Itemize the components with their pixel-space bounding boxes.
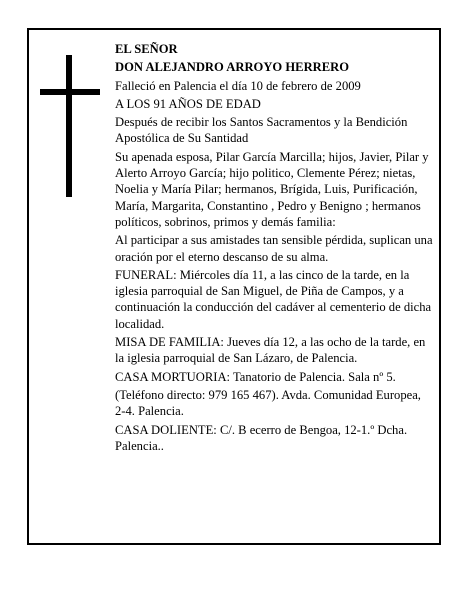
family-list: Su apenada esposa, Pilar García Marcilla; hijos, Javier, Pilar y Alerto Arroyo García; hijo politico, Clemente Pérez; nietas, Noelia y María Pilar; hermanos, Brígida, Luis, Purificación, María, Margarita, Constantino , Pedro y Benigno ; hermanos políticos, sobrinos, primos y demás familia: — [115, 149, 429, 229]
phone-address-info: (Teléfono directo: 979 165 467). Avda. Comunidad Europea, 2-4. Palencia. — [115, 387, 421, 419]
age-at-death: A LOS 91 AÑOS DE EDAD — [115, 96, 261, 111]
obituary-text — [115, 41, 433, 456]
prayer-request: Al participar a sus amistades tan sensible pérdida, suplican una oración por el eterno descanso de su alma. — [115, 233, 433, 264]
obituary-card — [27, 28, 441, 545]
death-date: Falleció en Palencia el día 10 de febrero de 2009 — [115, 78, 361, 93]
family-mass-info: MISA DE FAMILIA: Jueves día 12, a las ocho de la tarde, en la iglesia parroquial de San Lázaro, de Palencia. — [115, 335, 426, 366]
obituary-title: EL SEÑOR — [115, 42, 178, 56]
sacraments-text: Después de recibir los Santos Sacramentos y la Bendición Apostólica de Su Santidad — [115, 115, 408, 146]
funeral-info: FUNERAL: Miércoles día 11, a las cinco de la tarde, en la iglesia parroquial de San Miguel, de Piña de Campos, y a continuación la conducción del cadáver al cementerio de dicha localidad. — [115, 267, 432, 331]
deceased-name: DON ALEJANDRO ARROYO HERRERO — [115, 60, 350, 75]
cross-icon — [40, 55, 100, 197]
family-home-info: CASA DOLIENTE: C/. B ecerro de Bengoa, 12-1.º Dcha. Palencia.. — [115, 422, 408, 453]
cross-vertical-bar — [66, 55, 72, 197]
funeral-home-info: CASA MORTUORIA: Tanatorio de Palencia. Sala nº 5. — [115, 369, 396, 384]
cross-horizontal-bar — [40, 89, 100, 95]
